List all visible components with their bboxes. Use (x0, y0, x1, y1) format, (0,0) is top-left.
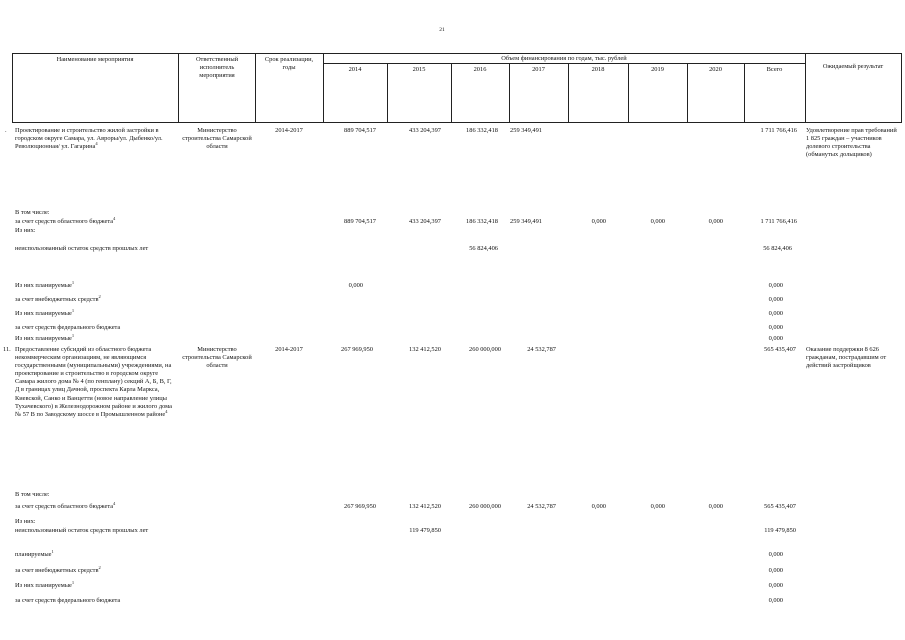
sub-value: 0,000 (768, 335, 783, 342)
sub-value: 0,000 (768, 310, 783, 317)
header-term: Срок реализации, годы (264, 56, 314, 72)
value-2014: 267 969,950 (341, 346, 373, 353)
sub-value: 186 332,418 (466, 218, 498, 225)
header-funding: Объем финансирования по годам, тыс. рублей (501, 55, 627, 62)
value-total: 565 435,407 (764, 346, 796, 353)
sub-value: 889 704,517 (344, 218, 376, 225)
sub-label: Из них: (15, 227, 36, 234)
sub-label: за счет средств федерального бюджета (15, 324, 121, 331)
sub-value: 0,000 (768, 597, 783, 604)
term: 2014-2017 (275, 346, 303, 353)
header-year: 2015 (412, 66, 426, 73)
sub-label: за счет средств областного бюджета$^4$ (15, 501, 116, 510)
sub-value: 0,000 (768, 296, 783, 303)
sub-label: В том числе: (15, 491, 50, 498)
col-divider (178, 53, 179, 122)
header-bottom-line (12, 122, 902, 123)
sub-label: за счет средств областного бюджета$^4$ (15, 216, 116, 225)
event-name: Предоставление субсидий из областного бюджета некоммерческим организациям, не являющимся государственными (муниципальными) учреждениями, на проектирование и строительство в городском округе Самара жилого дома № 4 (по генплану) секций А, Б, В, Г, Д в границах улиц Дачной, проспекта Карла Маркса, Киевской, Санко и Ванцетти (новое направление улицы Тухачевского) в Железнодорожном районе и жилого дома № 57 В по Заводскому шоссе в Промышленном районе$^4$ (15, 346, 172, 418)
row-number: 11. (3, 346, 11, 353)
sub-value: 565 435,407 (764, 503, 796, 510)
value-2017: 24 532,787 (527, 346, 556, 353)
row-number: . (5, 127, 7, 134)
sub-value: 0,000 (650, 218, 665, 225)
term: 2014-2017 (275, 127, 303, 134)
header-year: 2020 (709, 66, 722, 73)
sub-value: 1 711 766,416 (760, 218, 797, 225)
sub-value: 119 479,850 (409, 527, 441, 534)
sub-label: Из них планируемые$^1$ (15, 333, 75, 342)
sub-value: 0,000 (650, 503, 665, 510)
sub-value: 0,000 (768, 324, 783, 331)
value-2017: 259 349,491 (510, 127, 542, 134)
col-divider (255, 53, 256, 122)
sub-label: Из них планируемые$^1$ (15, 280, 75, 289)
header-year: 2017 (532, 66, 545, 73)
value-2016: 186 332,418 (466, 127, 498, 134)
sub-value: 259 349,491 (510, 218, 542, 225)
sub-label: Из них: (15, 518, 36, 525)
sub-value: 56 824,406 (469, 245, 498, 252)
value-total: 1 711 766,416 (760, 127, 797, 134)
header-result: Ожидаемый результат (822, 63, 884, 70)
responsible-org: Министерство строительства Самарской области (182, 127, 252, 151)
sub-value: 0,000 (768, 582, 783, 589)
sub-value: 24 532,787 (527, 503, 556, 510)
sub-label: неиспользованный остаток средств прошлых лет (15, 527, 149, 534)
sub-label: за счет внебюджетных средств$^2$ (15, 294, 101, 303)
header-total: Всего (766, 66, 783, 73)
header-top-line (12, 53, 902, 54)
sub-value: 119 479,850 (764, 527, 796, 534)
expected-result: Удовлетворение прав требований 1 825 граждан – участников долевого строительства (обманутых дольщиков) (806, 127, 897, 159)
value-2015: 132 412,520 (409, 346, 441, 353)
col-divider (323, 53, 324, 122)
sub-value: 0,000 (768, 282, 783, 289)
sub-label: за счет средств федерального бюджета (15, 597, 121, 604)
sub-label: В том числе: (15, 209, 50, 216)
event-name: Проектирование и строительство жилой застройки в городском округе Самара, ул. Авроры/ул. Дыбенко/ул. Революционная/ ул. Гагарина$^4$ (15, 127, 163, 151)
header-year: 2018 (591, 66, 605, 73)
sub-value: 0,000 (708, 503, 723, 510)
sub-label: за счет внебюджетных средств$^2$ (15, 565, 101, 574)
sub-value: 56 824,406 (763, 245, 792, 252)
header-event: Наименование мероприятия (56, 56, 134, 63)
sub-value: 0,000 (348, 282, 363, 289)
sub-label: Из них планируемые$^1$ (15, 308, 75, 317)
sub-value: 0,000 (591, 503, 606, 510)
sub-value: 433 204,397 (409, 218, 441, 225)
sub-value: 260 000,000 (469, 503, 501, 510)
header-year: 2016 (473, 66, 487, 73)
header-year: 2014 (348, 66, 362, 73)
sub-value: 0,000 (768, 567, 783, 574)
col-divider (901, 53, 902, 122)
expected-result: Оказание поддержки 8 626 гражданам, пострадавшим от действий застройщиков (806, 346, 887, 370)
sub-value: 0,000 (708, 218, 723, 225)
value-2015: 433 204,397 (409, 127, 441, 134)
header-year: 2019 (651, 66, 664, 73)
sub-value: 0,000 (768, 551, 783, 558)
sub-label: неиспользованный остаток средств прошлых лет (15, 245, 149, 252)
sub-value: 267 969,950 (344, 503, 376, 510)
sub-label: планируемые$^1$ (15, 549, 54, 558)
value-2016: 260 000,000 (469, 346, 501, 353)
sub-value: 132 412,520 (409, 503, 441, 510)
sub-value: 0,000 (591, 218, 606, 225)
year-row-line (323, 63, 805, 64)
value-2014: 889 704,517 (344, 127, 376, 134)
header-responsible: Ответственный исполнитель мероприятия (195, 56, 239, 80)
responsible-org: Министерство строительства Самарской области (182, 346, 252, 370)
sub-label: Из них планируемые$^1$ (15, 580, 75, 589)
page-number: 21 (439, 27, 445, 33)
